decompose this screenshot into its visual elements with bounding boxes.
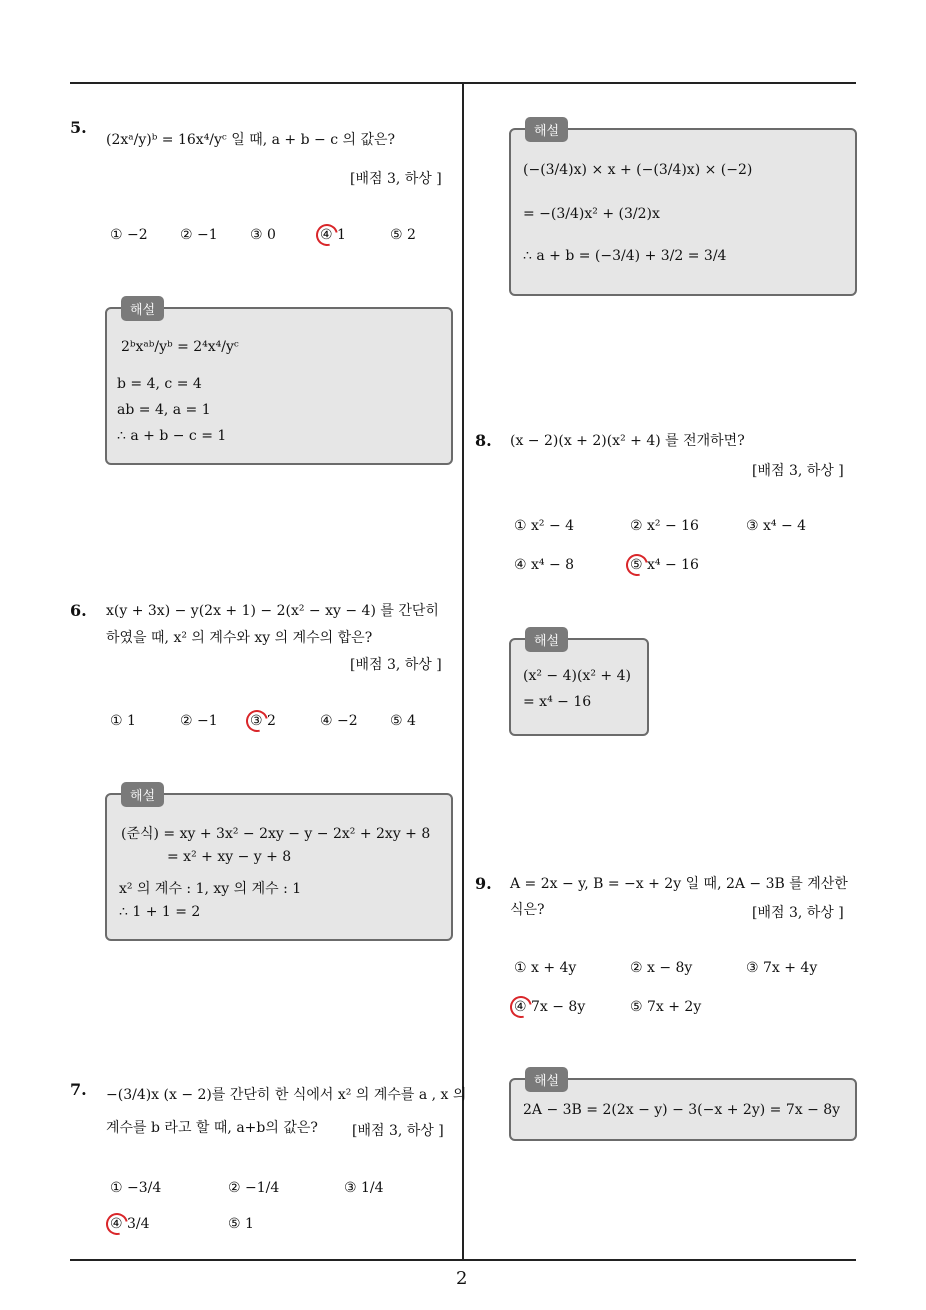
q9-choice-2[interactable]: ② x − 8y bbox=[630, 960, 693, 976]
q9-solution-box bbox=[509, 1074, 857, 1141]
q6-answer-mark bbox=[242, 706, 272, 736]
question-6-number: 6. bbox=[70, 601, 87, 620]
q9-sol-line-1: 2A − 3B = 2(2x − y) − 3(−x + 2y) = 7x − 8y bbox=[523, 1102, 841, 1118]
q5-choice-3[interactable]: ③ 0 bbox=[250, 227, 276, 243]
q7-solution-tag: 해설 bbox=[525, 117, 568, 142]
q5-answer-mark bbox=[312, 220, 342, 250]
q8-answer-mark bbox=[622, 550, 652, 580]
q6-sol-line-2: = x² + xy − y + 8 bbox=[167, 849, 292, 865]
q6-choice-3[interactable]: ③ 2 bbox=[250, 713, 276, 729]
question-8-stem: (x − 2)(x + 2)(x² + 4) 를 전개하면? bbox=[510, 433, 745, 449]
page-number: 2 bbox=[456, 1268, 468, 1289]
q5-sol-line-4: ∴ a + b − c = 1 bbox=[117, 428, 227, 444]
q5-sol-line-3: ab = 4, a = 1 bbox=[117, 402, 211, 418]
question-6-stem-line-2: 하였을 때, x² 의 계수와 xy 의 계수의 합은? bbox=[106, 630, 373, 646]
question-9-stem-line-2: 식은? bbox=[510, 902, 545, 918]
q5-solution-box bbox=[105, 303, 453, 465]
q8-choice-1[interactable]: ① x² − 4 bbox=[514, 518, 575, 534]
question-5-stem: (2xᵃ/y)ᵇ = 16x⁴/yᶜ 일 때, a + b − c 의 값은? bbox=[106, 132, 396, 148]
q5-choice-4[interactable]: ④ 1 bbox=[320, 227, 346, 243]
q5-choice-5[interactable]: ⑤ 2 bbox=[390, 227, 416, 243]
question-9-meta: [배점 3, 하상 ] bbox=[752, 905, 844, 921]
q8-solution-box bbox=[509, 634, 649, 736]
q9-answer-mark bbox=[506, 992, 536, 1022]
q8-choice-5[interactable]: ⑤ x⁴ − 16 bbox=[630, 557, 699, 573]
q7-choice-1[interactable]: ① −3/4 bbox=[110, 1180, 162, 1196]
q9-solution-tag: 해설 bbox=[525, 1067, 568, 1092]
q7-choice-5[interactable]: ⑤ 1 bbox=[228, 1216, 254, 1232]
q7-sol-line-1: (−(3/4)x) × x + (−(3/4)x) × (−2) bbox=[523, 162, 753, 178]
q7-sol-line-2: = −(3/4)x² + (3/2)x bbox=[523, 206, 660, 222]
q6-sol-line-3: x² 의 계수 : 1, xy 의 계수 : 1 bbox=[119, 881, 302, 897]
q9-choice-1[interactable]: ① x + 4y bbox=[514, 960, 577, 976]
q6-choice-1[interactable]: ① 1 bbox=[110, 713, 136, 729]
q6-sol-line-4: ∴ 1 + 1 = 2 bbox=[119, 904, 201, 920]
q9-choice-5[interactable]: ⑤ 7x + 2y bbox=[630, 999, 702, 1015]
q8-sol-line-2: = x⁴ − 16 bbox=[523, 694, 592, 710]
q5-sol-line-2: b = 4, c = 4 bbox=[117, 376, 202, 392]
q6-choice-4[interactable]: ④ −2 bbox=[320, 713, 358, 729]
q5-solution-tag: 해설 bbox=[121, 296, 164, 321]
q9-choice-3[interactable]: ③ 7x + 4y bbox=[746, 960, 818, 976]
q6-choice-2[interactable]: ② −1 bbox=[180, 713, 218, 729]
q6-sol-line-1: (준식) = xy + 3x² − 2xy − y − 2x² + 2xy + 8 bbox=[121, 826, 431, 842]
question-7-stem-line-2: 계수를 b 라고 할 때, a+b의 값은? bbox=[106, 1120, 318, 1136]
q8-choice-3[interactable]: ③ x⁴ − 4 bbox=[746, 518, 807, 534]
q7-answer-mark bbox=[102, 1209, 132, 1239]
q7-choice-4[interactable]: ④ 3/4 bbox=[110, 1216, 150, 1232]
question-5-meta: [배점 3, 하상 ] bbox=[350, 171, 442, 187]
q7-solution-box bbox=[509, 124, 857, 296]
q6-solution-tag: 해설 bbox=[121, 782, 164, 807]
question-5-number: 5. bbox=[70, 118, 87, 137]
question-7-number: 7. bbox=[70, 1080, 87, 1099]
q5-choice-1[interactable]: ① −2 bbox=[110, 227, 148, 243]
question-8-number: 8. bbox=[475, 431, 492, 450]
q6-solution-box bbox=[105, 789, 453, 941]
question-9-number: 9. bbox=[475, 874, 492, 893]
question-8-meta: [배점 3, 하상 ] bbox=[752, 463, 844, 479]
q8-choice-4[interactable]: ④ x⁴ − 8 bbox=[514, 557, 575, 573]
question-6-stem-line-1: x(y + 3x) − y(2x + 1) − 2(x² − xy − 4) 를 간단히 bbox=[106, 603, 439, 619]
q7-choice-2[interactable]: ② −1/4 bbox=[228, 1180, 280, 1196]
q6-choice-5[interactable]: ⑤ 4 bbox=[390, 713, 416, 729]
q8-solution-tag: 해설 bbox=[525, 627, 568, 652]
bottom-rule bbox=[70, 1259, 856, 1261]
question-6-meta: [배점 3, 하상 ] bbox=[350, 657, 442, 673]
question-7-meta: [배점 3, 하상 ] bbox=[352, 1123, 444, 1139]
q5-sol-line-1: 2ᵇxᵃᵇ/yᵇ = 2⁴x⁴/yᶜ bbox=[121, 339, 239, 355]
q8-choice-2[interactable]: ② x² − 16 bbox=[630, 518, 699, 534]
q8-sol-line-1: (x² − 4)(x² + 4) bbox=[523, 668, 631, 684]
q7-sol-line-3: ∴ a + b = (−3/4) + 3/2 = 3/4 bbox=[523, 248, 727, 264]
q9-choice-4[interactable]: ④ 7x − 8y bbox=[514, 999, 586, 1015]
q5-choice-2[interactable]: ② −1 bbox=[180, 227, 218, 243]
question-7-stem-line-1: −(3/4)x (x − 2)를 간단히 한 식에서 x² 의 계수를 a , x 의 bbox=[106, 1087, 467, 1103]
question-9-stem-line-1: A = 2x − y, B = −x + 2y 일 때, 2A − 3B 를 계산한 bbox=[510, 876, 848, 892]
q7-choice-3[interactable]: ③ 1/4 bbox=[344, 1180, 384, 1196]
column-divider bbox=[462, 82, 464, 1260]
